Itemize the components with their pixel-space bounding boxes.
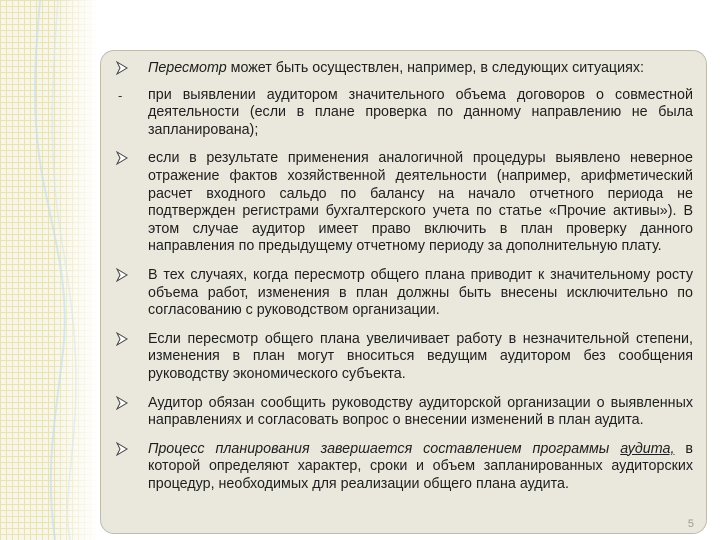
bullet-lead-underlined: аудита, [620,440,675,457]
bullet-text: если в результате применения аналогичной процедуры выявлено неверное отражение фактов хозяйственной деятельности (например, арифметический расчет входного сальдо по балансу на начало отчетного периода не подтвержден регистрами бухгалтерского учета по статье «Прочие активы»). В этом случае аудитор имеет право включить в план проверку данного направления по предыдущему отчетному периоду за дополнительную плату. [148,150,693,255]
bullet-item-6 [113,395,693,430]
dash-bullet-icon: - [118,87,123,103]
arrow-bullet-icon [115,396,129,410]
bullet-list [113,60,693,504]
bullet-text: при выявлении аудитором значительного объема договоров о совместной деятельности (если в плане проверка по данному направлению не была запланирована); [148,86,693,138]
arrow-bullet-icon [115,332,129,346]
bullet-item-7 [113,441,693,494]
arrow-bullet-icon [115,151,129,165]
bullet-item-5 [113,331,693,384]
bullet-item-4 [113,267,693,320]
arrow-bullet-icon [115,61,129,75]
bullet-text: Если пересмотр общего плана увеличивает работу в незначительной степени, изменения в план могут вноситься ведущим аудитором без сообщения руководству экономического субъекта. [148,330,693,382]
bullet-lead: Пересмотр [148,60,227,76]
arrow-bullet-icon [115,268,129,282]
page-number: 5 [687,518,694,530]
bullet-text: может быть осуществлен, например, в следующих ситуациях: [226,60,644,76]
bullet-text: в которой определяют характер, сроки и объем запланированных аудиторских процедур, необходимых для реализации общего плана аудита. [148,440,693,492]
arrow-bullet-icon [115,442,129,456]
bullet-text: В тех случаях, когда пересмотр общего плана приводит к значительному росту объема работ, изменения в план должны быть внесены исключительно по согласованию с руководством организации. [148,266,693,319]
bullet-item-3 [113,150,693,256]
bullet-item-2 [113,87,693,140]
bullet-item-1 [113,60,693,78]
bullet-text: Аудитор обязан сообщить руководству аудиторской организации о выявленных направлениях и согласовать вопрос о внесении изменений в план аудита. [148,394,693,429]
bullet-lead: Процесс планирования завершается составлением программы [148,440,610,457]
